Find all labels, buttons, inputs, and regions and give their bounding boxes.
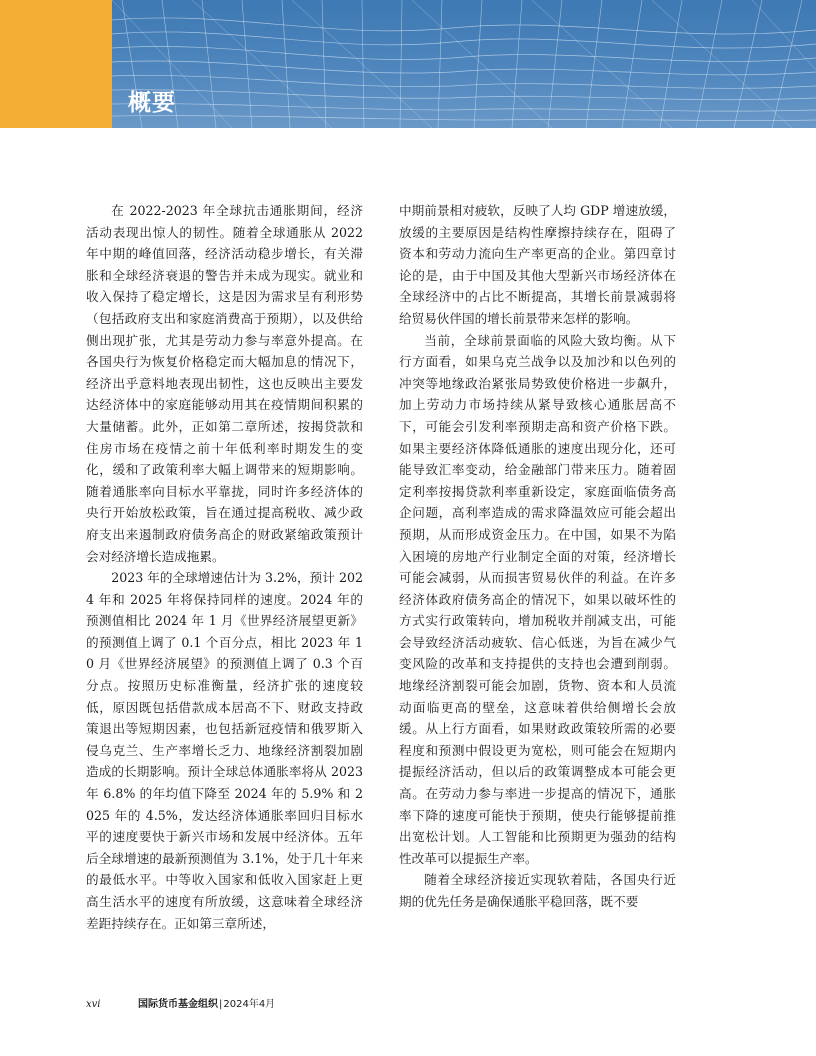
page-title: 概要 bbox=[128, 90, 176, 116]
body-paragraph: 2023 年的全球增速估计为 3.2%，预计 2024 年和 2025 年将保持同样的速度。2024 年的预测值相比 2024 年 1 月《世界经济展望更新》的预测值上调了 0.1 个百分点，相比 2023 年 10 月《世界经济展望》的预测值上调了 0.3 个百分点。按照历史标准衡量，经济扩张的速度较低，原因既包括借款成本居高不下、财政支持政策退出等短期因素，也包括新冠疫情和俄罗斯入侵乌克兰、生产率增长乏力、地缘经济割裂加剧造成的长期影响。预计全球总体通胀率将从 2023 年 6.8% 的年均值下降至 2024 年的 5.9% 和 2025 年的 4.5%，发达经济体通胀率回归目标水平的速度要快于新兴市场和发展中经济体。五年后全球增速的最新预测值为 3.1%，处于几十年来的最低水平。中等收入国家和低收入国家赶上更高生活水平的速度有所放缓，这意味着全球经济差距持续存在。正如第三章所述， bbox=[86, 570, 363, 931]
banner-wireframe-graphic bbox=[112, 0, 816, 128]
header-banner bbox=[0, 0, 816, 128]
body-paragraph: 随着全球经济接近实现软着陆，各国央行近期的优先任务是确保通胀平稳回落，既不要 bbox=[399, 872, 676, 909]
body-paragraph-continued: 中期前景相对疲软，反映了人均 GDP 增速放缓，放缓的主要原因是结构性摩擦持续存在，阻碍了资本和劳动力流向生产率更高的企业。第四章讨论的是，由于中国及其他大型新兴市场经济体在全球经济中的占比不断提高，其增长前景减弱将给贸易伙伴国的增长前景带来怎样的影响。 bbox=[399, 203, 676, 326]
page-number: xvi bbox=[86, 999, 101, 1010]
footer-date: 2024年4月 bbox=[223, 999, 276, 1010]
footer-organization: 国际货币基金组织 bbox=[138, 999, 218, 1010]
body-paragraph: 当前，全球前景面临的风险大致均衡。从下行方面看，如果乌克兰战争以及加沙和以色列的冲突等地缘政治紧张局势致使价格进一步飙升，加上劳动力市场持续从紧导致核心通胀居高不下，可能会引发利率预期走高和资产价格下跌。如果主要经济体降低通胀的速度出现分化，还可能导致汇率变动，给金融部门带来压力。随着固定利率按揭贷款利率重新设定，家庭面临债务高企问题，高利率造成的需求降温效应可能会超出预期，从而形成资金压力。在中国，如果不为陷入困境的房地产行业制定全面的对策，经济增长可能会减弱，从而损害贸易伙伴的利益。在许多经济体政府债务高企的情况下，如果以破坏性的方式实行政策转向，增加税收并削减支出，可能会导致经济活动疲软、信心低迷，为旨在减少气变风险的改革和支持提供的支持也会遭到削弱。地缘经济割裂可能会加剧，货物、资本和人员流动面临更高的壁垒，这意味着供给侧增长会放缓。从上行方面看，如果财政政策较所需的必要程度和预测中假设更为宽松，则可能会在短期内提振经济活动，但以后的政策调整成本可能会更高。在劳动力参与率进一步提高的情况下，通胀率下降的速度可能快于预期，使央行能够提前推出宽松计划。人工智能和比预期更为强劲的结构性改革可以提振生产率。 bbox=[399, 332, 676, 866]
body-paragraph: 在 2022-2023 年全球抗击通胀期间，经济活动表现出惊人的韧性。随着全球通胀从 2022 年中期的峰值回落，经济活动稳步增长，有关滞胀和全球经济衰退的警告并未成为现实。就业和收入保持了稳定增长，这是因为需求呈有利形势（包括政府支出和家庭消费高于预期），以及供给侧出现扩张，尤其是劳动力参与率意外提高。在各国央行为恢复价格稳定而大幅加息的情况下，经济出乎意料地表现出韧性，这也反映出主要发达经济体中的家庭能够动用其在疫情期间积累的大量储蓄。此外，正如第二章所述，按揭贷款和住房市场在疫情之前十年低利率时期发生的变化，缓和了政策利率大幅上调带来的短期影响。随着通胀率向目标水平靠拢，同时许多经济体的央行开始放松政策，旨在通过提高税收、减少政府支出来遏制政府债务高企的财政紧缩政策预计会对经济增长造成拖累。 bbox=[86, 203, 363, 564]
page-footer bbox=[86, 995, 275, 1010]
text-column-right bbox=[399, 200, 676, 913]
banner-accent-block bbox=[0, 0, 112, 128]
text-column-left bbox=[86, 200, 363, 934]
footer-separator: | bbox=[219, 999, 223, 1010]
wireframe-mesh-graphic bbox=[112, 0, 816, 128]
